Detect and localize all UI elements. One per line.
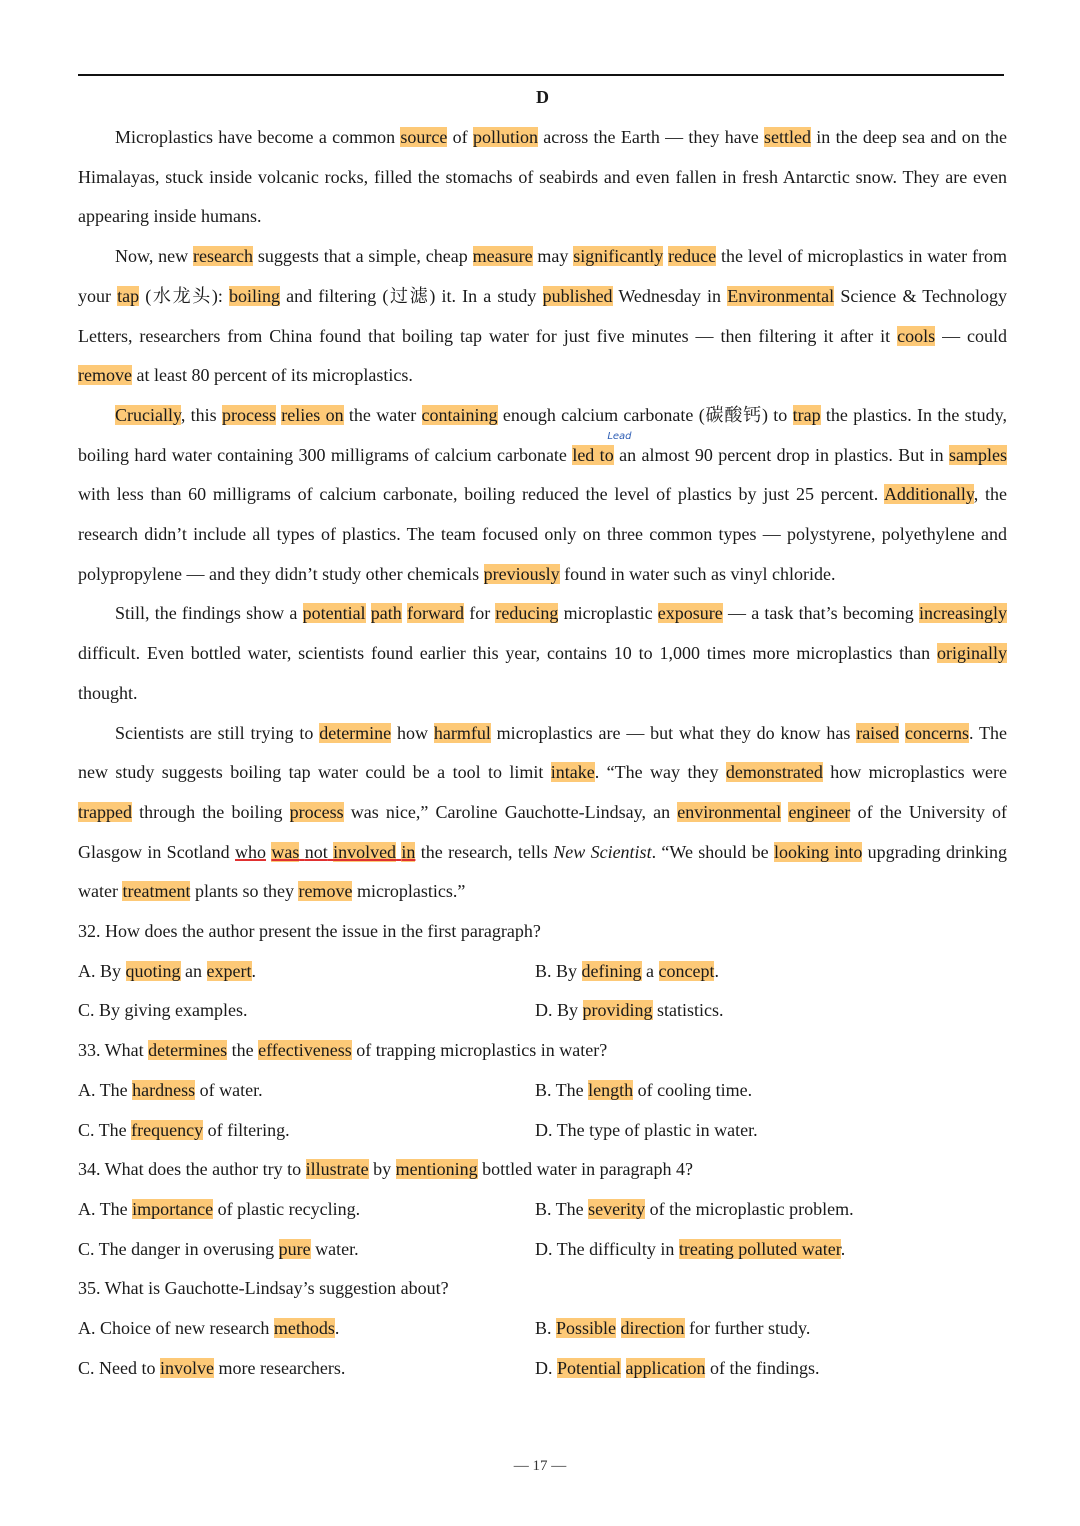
paragraph-5: Scientists are still trying to determine how harmful microplastics are — but what they do know has raised concerns. The new study suggests boiling tap water could be a tool to limit intake. “The way they demonstrated how microplastics were trapped through the boiling process was nice,” Caroline Gauchotte-Lindsay, an environmental engineer of the University of Glasgow in Scotland who was not involved in the research, tells New Scientist. “We should be looking into upgrading drinking water treatment plants so they remove microplastics.” [78, 722, 1008, 902]
paragraph-4: Still, the findings show a potential path forward for reducing microplastic exposure — a task that’s becoming increasingly difficult. Even bottled water, scientists found earlier this year, contains 10 to 1,000 times more microplastics than originally thought. [78, 603, 1008, 703]
passage-body [78, 118, 1007, 1389]
section-title: D [536, 87, 549, 107]
question-33-options-row-2 [78, 1111, 1007, 1151]
question-35-options-row-2 [78, 1349, 1007, 1389]
question-35: 35. What is Gauchotte-Lindsay’s suggestion about? [78, 1278, 449, 1299]
q35-option-a: A. Choice of new research methods. [78, 1318, 340, 1339]
q35-option-d: D. Potential application of the findings. [535, 1357, 820, 1378]
question-34-options-row-2 [78, 1230, 1007, 1270]
question-34: 34. What does the author try to illustrate by mentioning bottled water in paragraph 4? [78, 1159, 694, 1180]
paragraph-3: Crucially, this process relies on the water containing enough calcium carbonate (碳酸钙) to trap the plastics. In the study, boiling hard water containing 300 milligrams of calcium carbonate Lead led to an almost 90 percent drop in plastics. But in samples with less than 60 milligrams of calcium carbonate, boiling reduced the level of plastics by just 25 percent. Additionally, the research didn’t include all types of plastics. The team focused only on three common types — polystyrene, polyethylene and polypropylene — and they didn’t study other chemicals previously found in water such as vinyl chloride. [78, 404, 1008, 584]
question-33-options-row-1 [78, 1071, 1007, 1111]
q34-option-c: C. The danger in overusing pure water. [78, 1238, 359, 1259]
question-35-options-row-1 [78, 1309, 1007, 1349]
top-rule [78, 74, 1004, 76]
question-32-options-row-1 [78, 952, 1007, 992]
handwritten-note: Lead [607, 430, 632, 442]
paragraph-2: Now, new research suggests that a simple, cheap measure may significantly reduce the level of microplastics in water from your tap (水龙头): boiling and filtering (过滤) it. In a study published Wednesday in Environmental Science & Technology Letters, researchers from China found that boiling tap water for just five minutes — then filtering it after it cools — could remove at least 80 percent of its microplastics. [78, 246, 1008, 386]
q34-option-a: A. The importance of plastic recycling. [78, 1198, 361, 1219]
q33-option-c: C. The frequency of filtering. [78, 1119, 290, 1140]
q34-option-d: D. The difficulty in treating polluted water. [535, 1238, 846, 1259]
q32-option-b: B. By defining a concept. [535, 960, 719, 981]
q33-option-b: B. The length of cooling time. [535, 1079, 753, 1100]
q32-option-c: C. By giving examples. [78, 1000, 248, 1021]
q32-option-a: A. By quoting an expert. [78, 960, 257, 981]
question-33: 33. What determines the effectiveness of trapping microplastics in water? [78, 1040, 608, 1061]
q33-option-a: A. The hardness of water. [78, 1079, 263, 1100]
question-34-options-row-1 [78, 1190, 1007, 1230]
q35-option-c: C. Need to involve more researchers. [78, 1357, 346, 1378]
page-number: — 17 — [513, 1458, 567, 1474]
question-32: 32. How does the author present the issue in the first paragraph? [78, 921, 541, 942]
q35-option-b: B. Possible direction for further study. [535, 1318, 811, 1339]
question-32-options-row-2 [78, 991, 1007, 1031]
q34-option-b: B. The severity of the microplastic problem. [535, 1198, 854, 1219]
paragraph-1: Microplastics have become a common source of pollution across the Earth — they have settled in the deep sea and on the Himalayas, stuck inside volcanic rocks, filled the stomachs of seabirds and even fallen in fresh Antarctic snow. They are even appearing inside humans. [78, 127, 1007, 227]
q33-option-d: D. The type of plastic in water. [535, 1119, 758, 1140]
q32-option-d: D. By providing statistics. [535, 1000, 724, 1021]
